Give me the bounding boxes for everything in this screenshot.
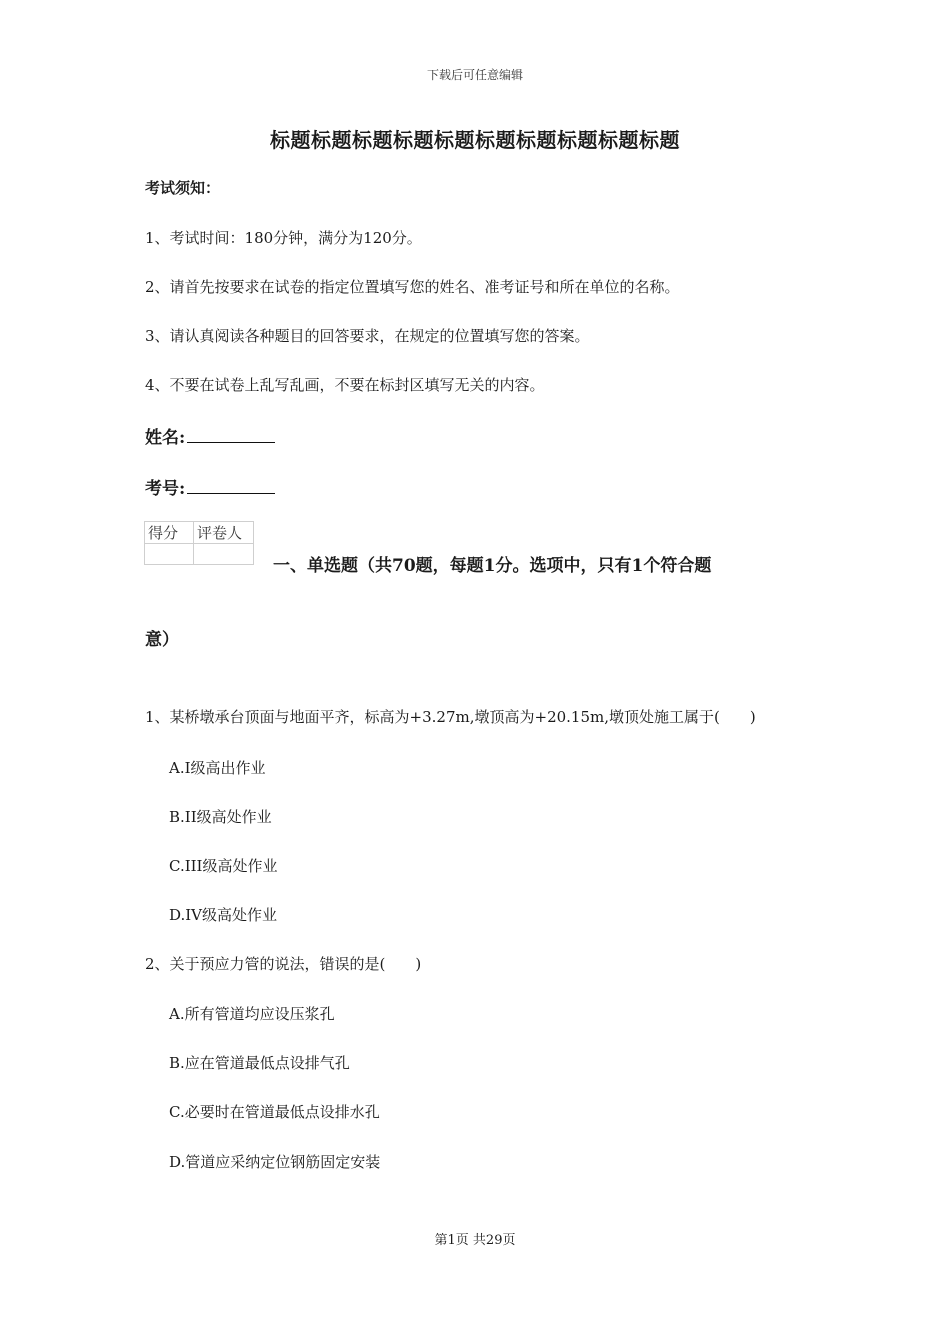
header-note: 下载后可任意编辑 bbox=[426, 68, 523, 82]
exam-id-blank-line[interactable] bbox=[187, 477, 275, 494]
notice-rule: 3、请认真阅读各种题目的回答要求，在规定的位置填写您的答案。 bbox=[145, 327, 590, 345]
score-table-header-row bbox=[145, 522, 254, 544]
page-footer: 第1页 共29页 bbox=[434, 1233, 516, 1248]
grader-header: 评卷人 bbox=[194, 522, 254, 544]
question-option: C.III级高处作业 bbox=[169, 857, 278, 875]
name-blank-line[interactable] bbox=[187, 426, 275, 443]
question-stem: 2、关于预应力管的说法，错误的是( ) bbox=[145, 955, 422, 973]
name-field bbox=[145, 423, 275, 448]
question-option: D.IV级高处作业 bbox=[169, 906, 278, 924]
section-title-continued: 意） bbox=[145, 630, 179, 650]
grader-cell[interactable] bbox=[194, 544, 254, 565]
notice-heading: 考试须知： bbox=[145, 179, 221, 197]
score-cell[interactable] bbox=[145, 544, 194, 565]
score-table-blank-row bbox=[145, 544, 254, 565]
name-label: 姓名: bbox=[145, 428, 186, 448]
notice-rule: 4、不要在试卷上乱写乱画，不要在标封区填写无关的内容。 bbox=[145, 376, 545, 394]
notice-rule: 1、考试时间：180分钟，满分为120分。 bbox=[145, 229, 422, 247]
question-option: B.应在管道最低点设排气孔 bbox=[169, 1054, 350, 1072]
question-option: A.所有管道均应设压浆孔 bbox=[169, 1005, 335, 1023]
question-option: B.II级高处作业 bbox=[169, 808, 272, 826]
score-header: 得分 bbox=[145, 522, 194, 544]
score-table bbox=[144, 521, 254, 565]
notice-rule: 2、请首先按要求在试卷的指定位置填写您的姓名、准考证号和所在单位的名称。 bbox=[145, 278, 680, 296]
question-stem: 1、某桥墩承台顶面与地面平齐，标高为+3.27m,墩顶高为+20.15m,墩顶处施工属于( ) bbox=[145, 708, 756, 726]
document-title: 标题标题标题标题标题标题标题标题标题标题 bbox=[270, 128, 680, 152]
question-option: D.管道应采纳定位钢筋固定安装 bbox=[169, 1153, 381, 1171]
question-option: A.I级高出作业 bbox=[169, 759, 266, 777]
exam-id-label: 考号: bbox=[145, 479, 186, 499]
exam-id-field bbox=[145, 474, 275, 499]
question-option: C.必要时在管道最低点设排水孔 bbox=[169, 1103, 380, 1121]
section-title: 一、单选题（共70题，每题1分。选项中，只有1个符合题 bbox=[273, 556, 712, 576]
